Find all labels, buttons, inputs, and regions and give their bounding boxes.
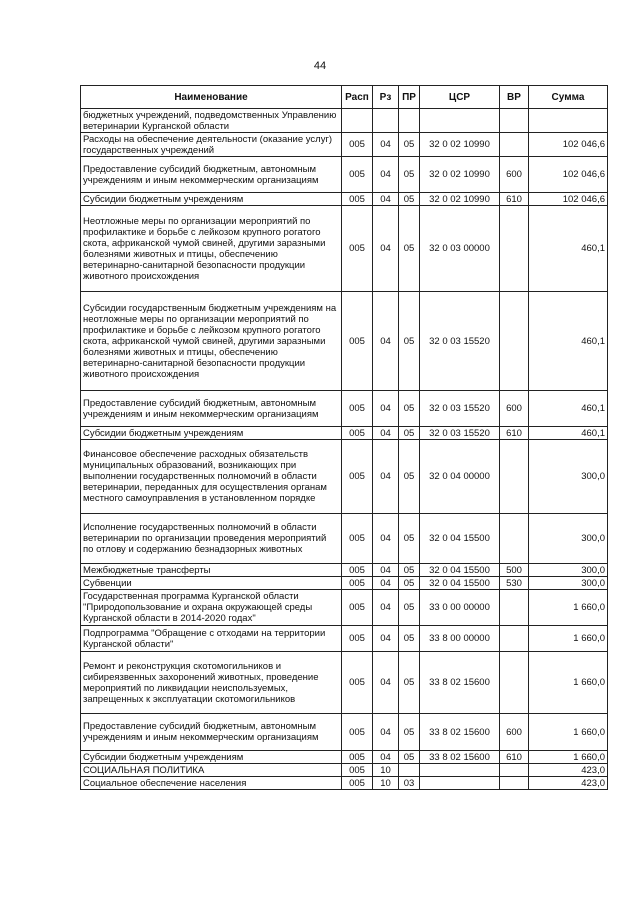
row-rz-cell: 04 [373,751,399,764]
table-row [81,109,608,133]
page-number: 44 [313,60,327,72]
row-rasp-cell: 005 [342,652,373,714]
row-pr-cell: 03 [399,777,420,790]
table-row [81,292,608,391]
row-sum-cell: 102 046,6 [529,193,608,206]
row-pr-cell: 05 [399,157,420,193]
row-rz-cell: 04 [373,157,399,193]
row-vr-cell: 600 [500,391,529,427]
row-rasp-cell: 005 [342,626,373,652]
row-name-cell: Социальное обеспечение населения [81,777,342,790]
row-vr-cell: 500 [500,564,529,577]
row-rz-cell: 04 [373,577,399,590]
row-vr-cell [500,133,529,157]
row-vr-cell [500,626,529,652]
row-rasp-cell: 005 [342,764,373,777]
row-name-cell: Субсидии бюджетным учреждениям [81,751,342,764]
table-row [81,440,608,514]
row-rz-cell: 04 [373,440,399,514]
row-rasp-cell: 005 [342,292,373,391]
row-rasp-cell: 005 [342,714,373,751]
row-csr-cell: 33 8 00 00000 [420,626,500,652]
row-name-cell: СОЦИАЛЬНАЯ ПОЛИТИКА [81,764,342,777]
row-csr-cell: 32 0 04 15500 [420,514,500,564]
row-sum-cell: 1 660,0 [529,652,608,714]
row-rz-cell: 04 [373,427,399,440]
row-csr-cell: 32 0 03 15520 [420,427,500,440]
row-rz-cell: 04 [373,626,399,652]
row-pr-cell: 05 [399,193,420,206]
table-row [81,777,608,790]
row-csr-cell: 33 8 02 15600 [420,751,500,764]
row-vr-cell [500,652,529,714]
row-rz-cell: 04 [373,652,399,714]
row-name-cell: Субсидии бюджетным учреждениям [81,193,342,206]
table-row [81,564,608,577]
row-sum-cell: 1 660,0 [529,751,608,764]
row-rasp-cell: 005 [342,193,373,206]
row-pr-cell: 05 [399,590,420,626]
row-rz-cell: 04 [373,590,399,626]
row-vr-cell: 600 [500,714,529,751]
row-csr-cell: 32 0 04 15500 [420,564,500,577]
row-sum-cell: 300,0 [529,577,608,590]
header-csr: ЦСР [420,86,500,109]
table-body [81,109,608,790]
row-pr-cell: 05 [399,391,420,427]
row-pr-cell: 05 [399,751,420,764]
row-sum-cell: 460,1 [529,427,608,440]
row-vr-cell: 610 [500,193,529,206]
row-sum-cell: 300,0 [529,514,608,564]
table-row [81,714,608,751]
row-rasp-cell: 005 [342,157,373,193]
table-row [81,590,608,626]
row-vr-cell: 600 [500,157,529,193]
row-rz-cell: 04 [373,714,399,751]
table-row [81,206,608,292]
row-rasp-cell: 005 [342,514,373,564]
row-rasp-cell: 005 [342,391,373,427]
row-name-cell: Межбюджетные трансферты [81,564,342,577]
row-csr-cell [420,109,500,133]
row-vr-cell [500,764,529,777]
row-name-cell: бюджетных учреждений, подведомственных Управлению ветеринарии Курганской области [81,109,342,133]
table-row [81,193,608,206]
table-row [81,427,608,440]
row-rz-cell: 04 [373,206,399,292]
row-name-cell: Подпрограмма "Обращение с отходами на территории Курганской области" [81,626,342,652]
row-rasp-cell: 005 [342,564,373,577]
table-row [81,764,608,777]
row-pr-cell: 05 [399,292,420,391]
table-row [81,391,608,427]
row-rasp-cell: 005 [342,777,373,790]
row-sum-cell: 1 660,0 [529,626,608,652]
row-vr-cell: 530 [500,577,529,590]
row-sum-cell: 460,1 [529,391,608,427]
row-sum-cell: 1 660,0 [529,714,608,751]
header-rasp: Расп [342,86,373,109]
row-rz-cell: 04 [373,133,399,157]
row-csr-cell: 33 8 02 15600 [420,652,500,714]
row-sum-cell [529,109,608,133]
row-name-cell: Исполнение государственных полномочий в области ветеринарии по организации проведения мероприятий по отлову и содержанию безнадзорных животных [81,514,342,564]
row-name-cell: Предоставление субсидий бюджетным, автономным учреждениям и иным некоммерческим организациям [81,391,342,427]
row-csr-cell [420,777,500,790]
row-pr-cell: 05 [399,133,420,157]
header-pr: ПР [399,86,420,109]
row-pr-cell: 05 [399,577,420,590]
row-name-cell: Субсидии бюджетным учреждениям [81,427,342,440]
header-sum: Сумма [529,86,608,109]
table-row [81,514,608,564]
row-rasp-cell: 005 [342,440,373,514]
row-rz-cell: 10 [373,777,399,790]
row-rz-cell: 04 [373,391,399,427]
row-vr-cell [500,206,529,292]
row-name-cell: Субвенции [81,577,342,590]
row-rasp-cell: 005 [342,427,373,440]
row-sum-cell: 102 046,6 [529,157,608,193]
header-rz: Рз [373,86,399,109]
row-rz-cell: 04 [373,193,399,206]
row-name-cell: Расходы на обеспечение деятельности (оказание услуг) государственных учреждений [81,133,342,157]
row-rz-cell [373,109,399,133]
row-pr-cell [399,764,420,777]
row-vr-cell [500,590,529,626]
row-rasp-cell: 005 [342,206,373,292]
row-name-cell: Неотложные меры по организации мероприятий по профилактике и борьбе с лейкозом крупного рогатого скота, африканской чумой свиней, другими заразными болезнями животных и птицы, обеспечению ветеринарно-санитарной безопасности продукции животного происхождения [81,206,342,292]
table-header-row [81,86,608,109]
row-rz-cell: 04 [373,514,399,564]
row-sum-cell: 460,1 [529,292,608,391]
row-sum-cell: 460,1 [529,206,608,292]
row-sum-cell: 423,0 [529,777,608,790]
row-csr-cell: 32 0 03 15520 [420,292,500,391]
table-row [81,652,608,714]
row-pr-cell: 05 [399,514,420,564]
row-vr-cell [500,440,529,514]
row-rz-cell: 04 [373,292,399,391]
budget-table [80,85,608,790]
row-name-cell: Субсидии государственным бюджетным учреждениям на неотложные меры по организации мероприятий по профилактике и борьбе с лейкозом крупного рогатого скота, африканской чумой свиней, другими заразными болезнями животных и птицы, обеспечению ветеринарно-санитарной безопасности продукции животного происхождения [81,292,342,391]
table-row [81,751,608,764]
row-csr-cell [420,764,500,777]
row-name-cell: Предоставление субсидий бюджетным, автономным учреждениям и иным некоммерческим организациям [81,714,342,751]
row-sum-cell: 102 046,6 [529,133,608,157]
row-csr-cell: 32 0 02 10990 [420,157,500,193]
row-pr-cell: 05 [399,626,420,652]
row-vr-cell [500,109,529,133]
row-pr-cell [399,109,420,133]
row-pr-cell: 05 [399,564,420,577]
row-name-cell: Государственная программа Курганской области "Природопользование и охрана окружающей среды Курганской области в 2014-2020 годах" [81,590,342,626]
row-pr-cell: 05 [399,714,420,751]
row-csr-cell: 32 0 04 15500 [420,577,500,590]
row-vr-cell [500,292,529,391]
row-csr-cell: 33 0 00 00000 [420,590,500,626]
row-vr-cell: 610 [500,427,529,440]
row-rasp-cell: 005 [342,133,373,157]
header-name: Наименование [81,86,342,109]
row-csr-cell: 32 0 04 00000 [420,440,500,514]
table-row [81,157,608,193]
row-rz-cell: 10 [373,764,399,777]
row-csr-cell: 32 0 02 10990 [420,193,500,206]
row-rasp-cell: 005 [342,590,373,626]
row-sum-cell: 300,0 [529,440,608,514]
header-vr: ВР [500,86,529,109]
row-pr-cell: 05 [399,427,420,440]
row-csr-cell: 32 0 03 00000 [420,206,500,292]
row-rasp-cell [342,109,373,133]
table-row [81,577,608,590]
row-csr-cell: 33 8 02 15600 [420,714,500,751]
row-rasp-cell: 005 [342,577,373,590]
row-pr-cell: 05 [399,440,420,514]
row-pr-cell: 05 [399,652,420,714]
table-row [81,626,608,652]
row-rz-cell: 04 [373,564,399,577]
row-csr-cell: 32 0 03 15520 [420,391,500,427]
row-name-cell: Ремонт и реконструкция скотомогильников и сибиреязвенных захоронений животных, проведение мероприятий по ликвидации неиспользуемых, запрещенных к эксплуатации скотомогильников [81,652,342,714]
row-vr-cell: 610 [500,751,529,764]
row-vr-cell [500,777,529,790]
row-vr-cell [500,514,529,564]
row-sum-cell: 1 660,0 [529,590,608,626]
row-name-cell: Финансовое обеспечение расходных обязательств муниципальных образований, возникающих при выполнении государственных полномочий в области ветеринарии, переданных для осуществления органам местного самоуправления в установленном порядке [81,440,342,514]
row-sum-cell: 300,0 [529,564,608,577]
row-pr-cell: 05 [399,206,420,292]
row-rasp-cell: 005 [342,751,373,764]
row-sum-cell: 423,0 [529,764,608,777]
table-row [81,133,608,157]
row-name-cell: Предоставление субсидий бюджетным, автономным учреждениям и иным некоммерческим организациям [81,157,342,193]
row-csr-cell: 32 0 02 10990 [420,133,500,157]
